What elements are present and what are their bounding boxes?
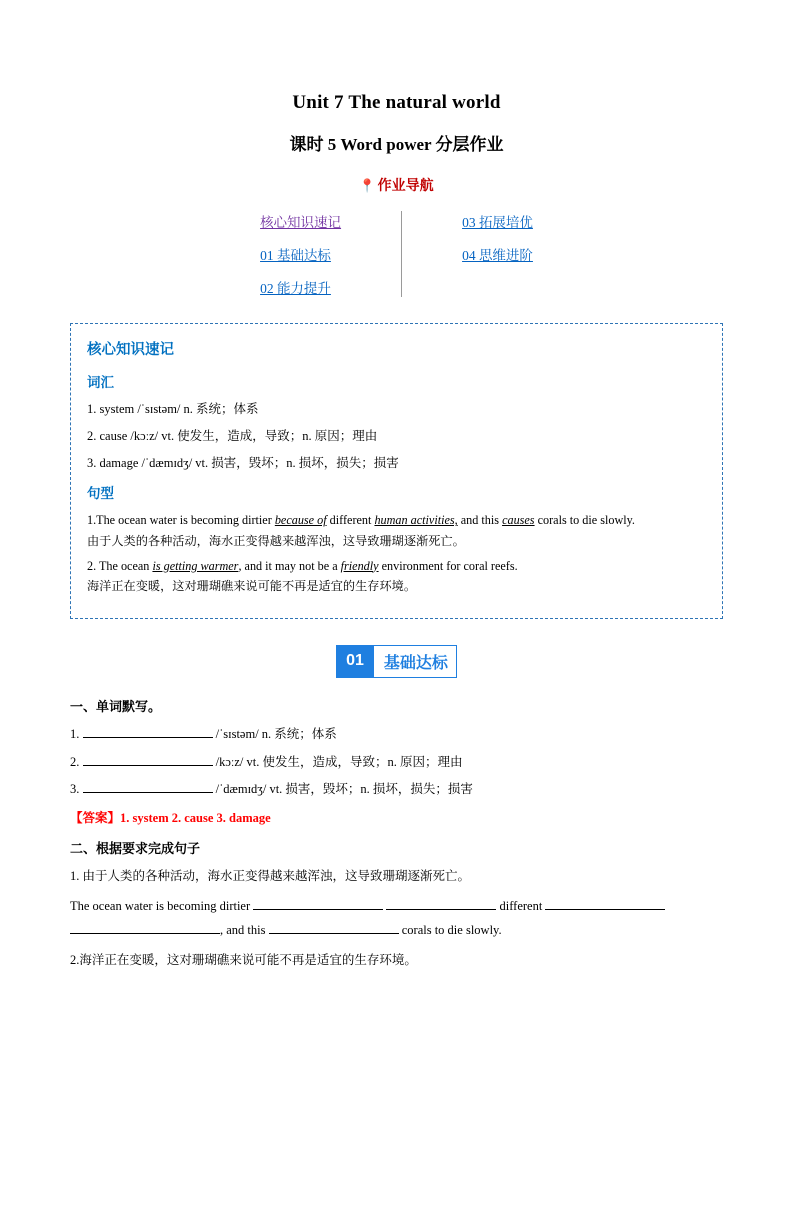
- vocab-item: 3. damage /ˈdæmɪdʒ/ vt. 损害，毁坏；n. 损坏，损失；损害: [87, 456, 399, 471]
- item-number: 2.: [70, 754, 80, 769]
- sentence1-underline-2: human activities,: [374, 513, 458, 528]
- item-tail: /kɔːz/ vt. 使发生，造成，导致；n. 原因；理由: [215, 754, 463, 769]
- sentence2-prefix: 2. The ocean: [87, 558, 153, 573]
- nav-links: [70, 211, 723, 297]
- section-banner-01: [70, 645, 723, 678]
- question-2-item-1-en: [70, 895, 723, 943]
- sentence-part: , and this: [220, 922, 266, 937]
- sentence-part: corals to die slowly.: [401, 922, 502, 937]
- page-subtitle: 课时 5 Word power 分层作业: [289, 135, 504, 154]
- answer-blank[interactable]: [386, 909, 496, 910]
- question-2-item-1-zh: 1. 由于人类的各种活动，海水正变得越来越浑浊，这导致珊瑚逐渐死亡。: [70, 869, 471, 884]
- sentence-part: different: [499, 898, 543, 913]
- question-1-heading: 一、单词默写。: [70, 698, 162, 714]
- nav-column-right: [402, 211, 569, 297]
- sentence1-underline-1: because of: [274, 513, 327, 528]
- answer-blank[interactable]: [83, 765, 213, 766]
- sentence1-underline-3: causes: [502, 513, 535, 528]
- question-1-answer: 【答案】1. system 2. cause 3. damage: [70, 811, 271, 826]
- nav-link-thinking[interactable]: 04 思维进阶: [462, 248, 533, 263]
- pattern-heading: 句型: [87, 486, 114, 502]
- sentence1-prefix: 1.The ocean water is becoming dirtier: [87, 513, 275, 528]
- question-2-item-2-zh: 2.海洋正在变暖，这对珊瑚礁来说可能不再是适宜的生存环境。: [70, 953, 417, 968]
- answer-blank[interactable]: [83, 737, 213, 738]
- section-number: 01: [336, 645, 374, 678]
- page-title: Unit 7 The natural world: [292, 92, 501, 113]
- sentence2-tail: environment for coral reefs.: [378, 558, 518, 573]
- pattern-sentence-1-zh: 由于人类的各种活动，海水正变得越来越浑浊，这导致珊瑚逐渐死亡。: [87, 534, 465, 549]
- sentence1-tail: corals to die slowly.: [534, 513, 635, 528]
- sentence-part: The ocean water is becoming dirtier: [70, 898, 251, 913]
- sentence2-mid-1: , and it may not be a: [238, 558, 341, 573]
- sentence1-mid-2: and this: [457, 513, 503, 528]
- question-1-item: [70, 725, 723, 744]
- item-number: 3.: [70, 782, 80, 797]
- core-box-title: 核心知识速记: [87, 342, 174, 358]
- answer-blank[interactable]: [253, 909, 383, 910]
- answer-blank[interactable]: [269, 933, 399, 934]
- answer-blank[interactable]: [70, 933, 220, 934]
- core-knowledge-box: [70, 323, 723, 619]
- nav-link-extend[interactable]: 03 拓展培优: [462, 215, 533, 230]
- sentence1-mid-1: different: [326, 513, 375, 528]
- pattern-sentence-1: [87, 511, 708, 530]
- nav-header-label: 作业导航: [377, 177, 434, 193]
- sentence2-italic-1: is getting warmer: [152, 558, 239, 573]
- answer-blank[interactable]: [83, 792, 213, 793]
- vocab-heading: 词汇: [87, 375, 114, 390]
- pattern-sentence-2: [87, 557, 708, 576]
- item-tail: /ˈsɪstəm/ n. 系统；体系: [215, 726, 337, 741]
- answer-blank[interactable]: [545, 909, 665, 910]
- nav-link-core[interactable]: 核心知识速记: [260, 215, 342, 230]
- item-number: 1.: [70, 726, 80, 741]
- location-pin-icon: 📍: [359, 178, 376, 193]
- pattern-sentence-2-zh: 海洋正在变暖，这对珊瑚礁来说可能不再是适宜的生存环境。: [87, 579, 417, 594]
- vocab-item: 1. system /ˈsɪstəm/ n. 系统；体系: [87, 402, 259, 416]
- document-page: [0, 92, 793, 1214]
- vocab-item: 2. cause /kɔːz/ vt. 使发生，造成，导致；n. 原因；理由: [87, 429, 378, 444]
- nav-header: [70, 175, 723, 195]
- item-tail: /ˈdæmɪdʒ/ vt. 损害，毁坏；n. 损坏，损失；损害: [215, 782, 473, 797]
- nav-column-left: [224, 211, 402, 297]
- question-1-item: [70, 780, 723, 799]
- question-1-item: [70, 753, 723, 772]
- sentence2-italic-2: friendly: [340, 558, 379, 573]
- section-label: 基础达标: [374, 645, 457, 678]
- nav-link-basic[interactable]: 01 基础达标: [260, 248, 331, 263]
- nav-link-ability[interactable]: 02 能力提升: [260, 281, 331, 296]
- question-2-heading: 二、根据要求完成句子: [70, 841, 201, 857]
